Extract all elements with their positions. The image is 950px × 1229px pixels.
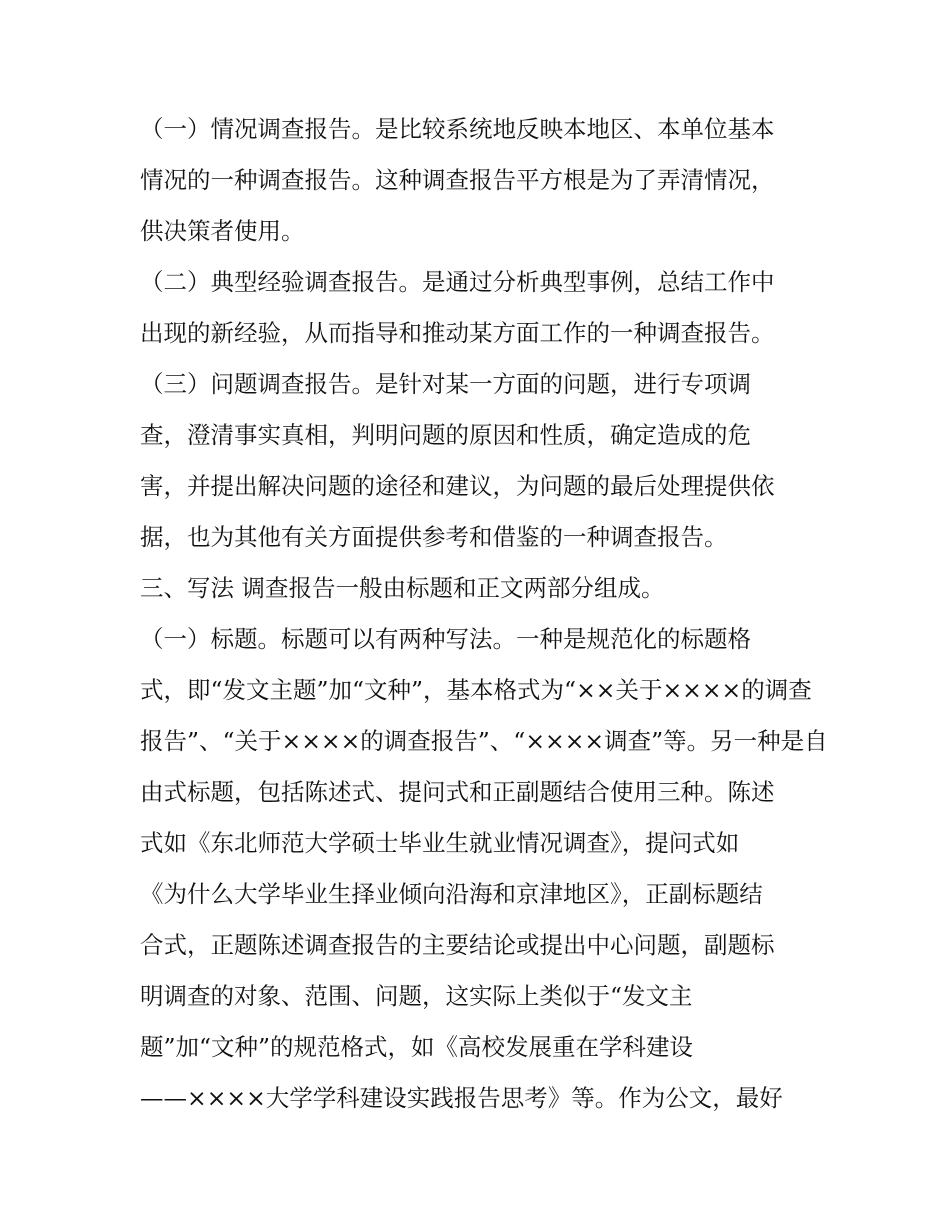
text-line: 出现的新经验，从而指导和推动某方面工作的一种调查报告。 — [140, 319, 775, 347]
text-line: 合式，正题陈述调查报告的主要结论或提出中心问题，副题标 — [140, 931, 775, 959]
text-line: （一）情况调查报告。是比较系统地反映本地区、本单位基本 — [140, 115, 775, 143]
text-line: 式如《东北师范大学硕士毕业生就业情况调查》，提问式如 — [140, 829, 740, 857]
text-line: 情况的一种调查报告。这种调查报告平方根是为了弄清情况， — [140, 166, 775, 194]
text-line: （三）问题调查报告。是针对某一方面的问题，进行专项调 — [140, 370, 751, 398]
text-line: （二）典型经验调查报告。是通过分析典型事例，总结工作中 — [140, 268, 775, 296]
text-line: 式，即“发文主题”加“文种”，基本格式为“××关于××××的调查 — [140, 676, 812, 704]
text-line: ——××××大学学科建设实践报告思考》等。作为公文，最好 — [140, 1084, 783, 1112]
text-line: 查，澄清事实真相，判明问题的原因和性质，确定造成的危 — [140, 421, 751, 449]
text-line: 题”加“文种”的规范格式，如《高校发展重在学科建设 — [140, 1033, 694, 1061]
section-heading-line: 三、写法 调查报告一般由标题和正文两部分组成。 — [140, 574, 665, 602]
text-line: 据，也为其他有关方面提供参考和借鉴的一种调查报告。 — [140, 523, 728, 551]
document-body — [140, 104, 828, 1124]
text-line: 明调查的对象、范围、问题，这实际上类似于“发文主 — [140, 982, 693, 1010]
text-line: （一）标题。标题可以有两种写法。一种是规范化的标题格 — [140, 625, 751, 653]
text-line: 由式标题，包括陈述式、提问式和正副题结合使用三种。陈述 — [140, 778, 775, 806]
text-line: 《为什么大学毕业生择业倾向沿海和京津地区》，正副标题结 — [140, 880, 763, 908]
text-line: 报告”、“关于××××的调查报告”、“××××调查”等。另一种是自 — [140, 727, 828, 755]
text-line: 害，并提出解决问题的途径和建议，为问题的最后处理提供依 — [140, 472, 775, 500]
text-line: 供决策者使用。 — [140, 217, 305, 245]
